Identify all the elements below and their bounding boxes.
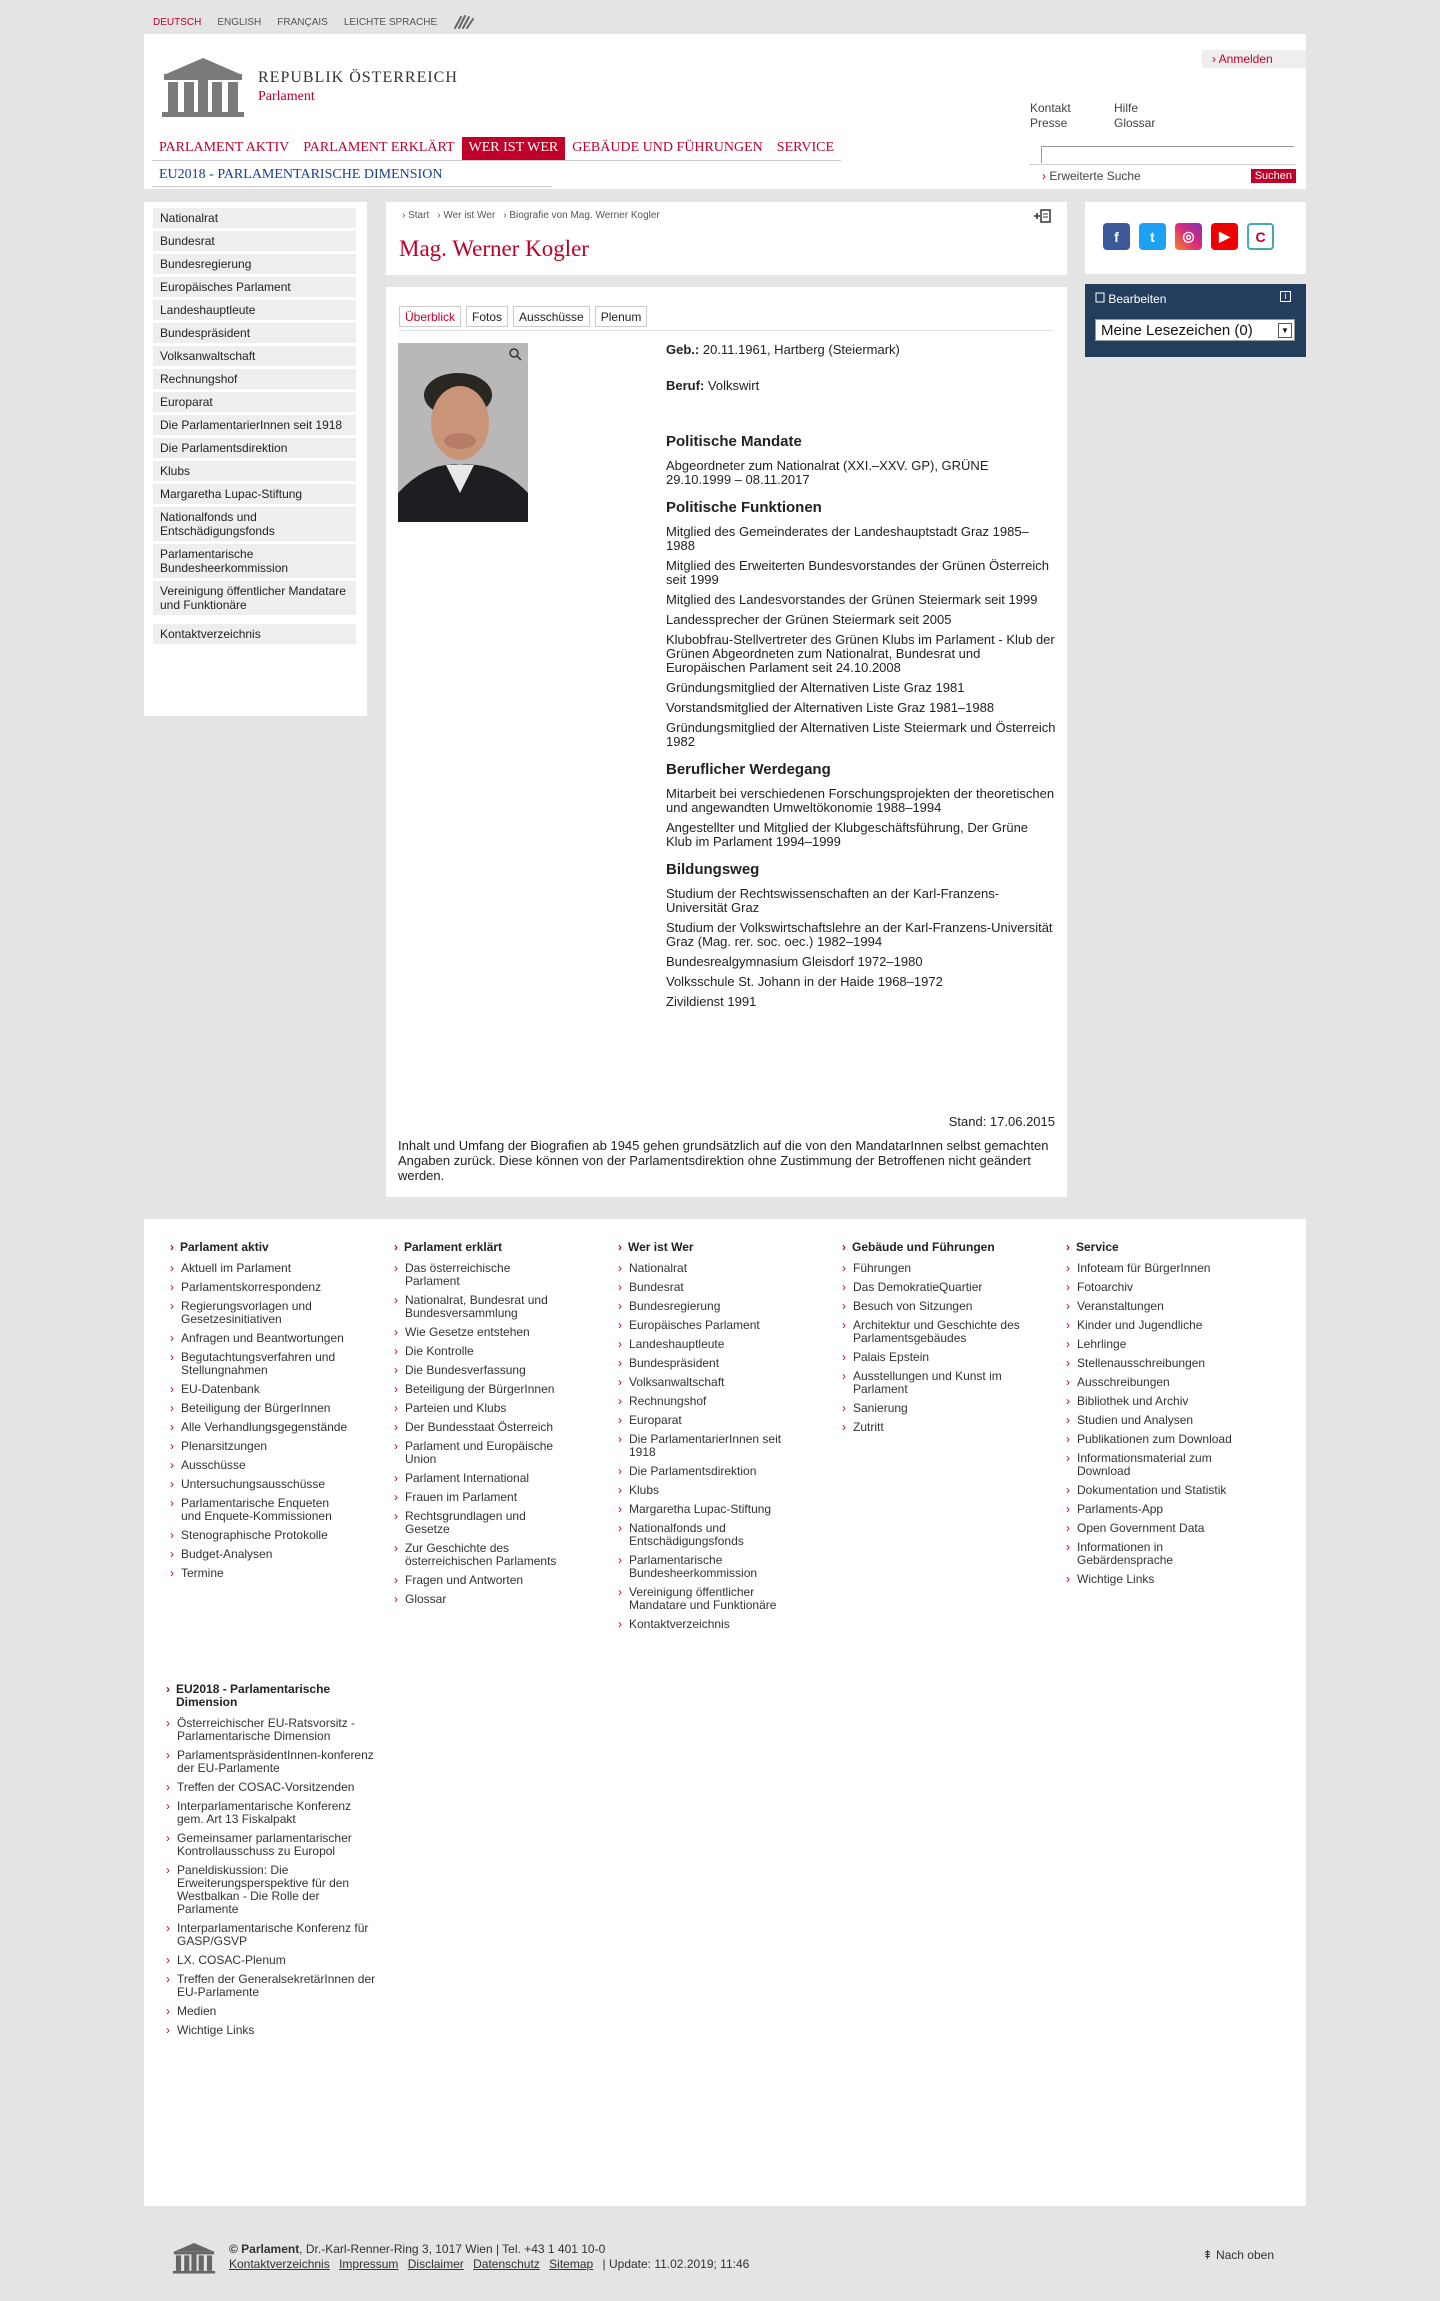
footer-link[interactable]: › Ausschüsse: [170, 1459, 350, 1472]
link-glossar[interactable]: Glossar: [1114, 116, 1156, 130]
footer-link[interactable]: › Der Bundesstaat Österreich: [394, 1421, 564, 1434]
footer-heading[interactable]: › EU2018 - Parlamentarische Dimension: [166, 1683, 376, 1709]
sidebar-item[interactable]: Die ParlamentarierInnen seit 1918: [153, 415, 356, 435]
footer-link-datenschutz[interactable]: Datenschutz: [473, 2257, 540, 2271]
disclaimer-text: Inhalt und Umfang der Biografien ab 1945 gehen grundsätzlich auf die von den MandatarInnen selbst gemachten Angaben zurück. Diese können von der Parlamentsdirektion ohne Zustimmung der Betroffenen nicht geändert werden.: [398, 1138, 1049, 1183]
footer-column: [1066, 1241, 1256, 1592]
tab-bar: [399, 297, 1053, 331]
footer-link[interactable]: › Architektur und Geschichte des Parlamentsgebäudes: [842, 1319, 1022, 1345]
footer-link[interactable]: › Studien und Analysen: [1066, 1414, 1256, 1427]
tab-ausschuesse[interactable]: Ausschüsse: [513, 306, 590, 327]
login-button[interactable]: › Anmelden: [1202, 50, 1306, 68]
footer-link[interactable]: › Publikationen zum Download: [1066, 1433, 1256, 1446]
footer-link[interactable]: › Zutritt: [842, 1421, 1022, 1434]
nav-gebaeude[interactable]: GEBÄUDE UND FÜHRUNGEN: [572, 140, 763, 155]
footer-link[interactable]: › Open Government Data: [1066, 1522, 1256, 1535]
footer-link[interactable]: › Wichtige Links: [166, 2024, 376, 2037]
sidebar-item[interactable]: Klubs: [153, 461, 356, 481]
footer-link[interactable]: › Anfragen und Beantwortungen: [170, 1332, 350, 1345]
sidebar-item[interactable]: Kontaktverzeichnis: [153, 624, 356, 644]
footer-link[interactable]: › Paneldiskussion: Die Erweiterungsperspektive für den Westbalkan - Die Rolle der Parlamente: [166, 1864, 376, 1916]
footer-link[interactable]: › Bibliothek und Archiv: [1066, 1395, 1256, 1408]
footer-link[interactable]: › Ausschreibungen: [1066, 1376, 1256, 1389]
footer-link[interactable]: › Vereinigung öffentlicher Mandatare und Funktionäre: [618, 1586, 798, 1612]
footer-link[interactable]: › Treffen der COSAC-Vorsitzenden: [166, 1781, 376, 1794]
site-footer: [144, 2228, 1306, 2288]
tab-ueberblick[interactable]: Überblick: [399, 306, 461, 327]
bookmarks-select[interactable]: Meine Lesezeichen (0) ▼: [1095, 319, 1295, 341]
footer-link[interactable]: › Die Parlamentsdirektion: [618, 1465, 798, 1478]
footer-link[interactable]: › Infoteam für BürgerInnen: [1066, 1262, 1256, 1275]
footer-link-impressum[interactable]: Impressum: [339, 2257, 399, 2271]
address: , Dr.-Karl-Renner-Ring 3, 1017 Wien | Tel. +43 1 401 10-0: [299, 2242, 606, 2256]
nav-parlament-erklaert[interactable]: PARLAMENT ERKLÄRT: [303, 140, 455, 155]
section-heading: Beruflicher Werdegang: [666, 761, 831, 778]
breadcrumb-item: › Biografie von Mag. Werner Kogler: [503, 210, 660, 221]
footer-column: [170, 1241, 350, 1586]
section-entry: Studium der Rechtswissenschaften an der Karl-Franzens-Universität Graz: [666, 886, 1000, 915]
footer-link[interactable]: › Informationsmaterial zum Download: [1066, 1452, 1256, 1478]
section-entry: Gründungsmitglied der Alternativen Liste Steiermark und Österreich 1982: [666, 720, 1056, 749]
bookmark-header: [1085, 284, 1306, 306]
footer-link[interactable]: › Glossar: [394, 1593, 564, 1606]
biography-content: [386, 287, 1067, 1197]
footer-link-kontaktverzeichnis[interactable]: Kontaktverzeichnis: [229, 2257, 330, 2271]
section-entry: Klubobfrau-Stellvertreter des Grünen Klubs im Parlament - Klub der Grünen Abgeordneten zum Nationalrat, Bundesrat und Europäischen Parlament seit 24.10.2008: [666, 632, 1055, 675]
footer-link[interactable]: › Europarat: [618, 1414, 798, 1427]
footer-link[interactable]: › Beteiligung der BürgerInnen: [170, 1402, 350, 1415]
footer-column: [394, 1241, 564, 1612]
sidebar-item[interactable]: Rechnungshof: [153, 369, 356, 389]
breadcrumb-item[interactable]: › Wer ist Wer: [437, 210, 495, 221]
footer-link[interactable]: › Zur Geschichte des österreichischen Parlaments: [394, 1542, 564, 1568]
nav-eu2018[interactable]: EU2018 - PARLAMENTARISCHE DIMENSION: [152, 167, 552, 187]
footer-link[interactable]: › Begutachtungsverfahren und Stellungnahmen: [170, 1351, 350, 1377]
footer-link[interactable]: › Klubs: [618, 1484, 798, 1497]
parlament-logo[interactable]: [160, 56, 458, 118]
bookmark-box: [1085, 284, 1306, 357]
info-icon[interactable]: i: [1280, 291, 1291, 302]
nav-wer-ist-wer[interactable]: WER IST WER: [462, 137, 566, 160]
biography-text: [666, 343, 1056, 1015]
main-navigation: [152, 137, 841, 161]
nav-parlament-aktiv[interactable]: PARLAMENT AKTIV: [159, 140, 290, 155]
social-media-box: [1085, 202, 1306, 274]
footer-sitemap: [144, 1219, 1306, 2206]
footer-link[interactable]: › Nationalrat, Bundesrat und Bundesversammlung: [394, 1294, 564, 1320]
tab-plenum[interactable]: Plenum: [595, 306, 648, 327]
arrow-up-icon: ⇞: [1202, 2248, 1213, 2262]
footer-link[interactable]: › Parlamentskorrespondenz: [170, 1281, 350, 1294]
title-box: [386, 202, 1067, 275]
link-kontakt[interactable]: Kontakt: [1030, 101, 1071, 115]
tab-fotos[interactable]: Fotos: [466, 306, 508, 327]
lang-de[interactable]: DEUTSCH: [153, 16, 202, 28]
footer-link[interactable]: › Europäisches Parlament: [618, 1319, 798, 1332]
section-entry: Mitglied des Landesvorstandes der Grünen Steiermark seit 1999: [666, 592, 1038, 607]
footer-link[interactable]: › Medien: [166, 2005, 376, 2018]
footer-link[interactable]: › Informationen in Gebärdensprache: [1066, 1541, 1256, 1567]
search-box: [1041, 146, 1294, 163]
header-links: [1030, 101, 1194, 130]
footer-link[interactable]: › Beteiligung der BürgerInnen: [394, 1383, 564, 1396]
footer-link[interactable]: › Interparlamentarische Konferenz für GASP/GSVP: [166, 1922, 376, 1948]
footer-link[interactable]: › Besuch von Sitzungen: [842, 1300, 1022, 1313]
footer-link[interactable]: › Rechtsgrundlagen und Gesetze: [394, 1510, 564, 1536]
lang-fr[interactable]: FRANÇAIS: [277, 16, 328, 28]
zoom-icon[interactable]: [508, 347, 522, 361]
back-to-top-link[interactable]: ⇞ Nach oben: [1202, 2248, 1274, 2262]
footer-link[interactable]: › Palais Epstein: [842, 1351, 1022, 1364]
sidebar-item[interactable]: Margaretha Lupac-Stiftung: [153, 484, 356, 504]
section-entry: Mitglied des Erweiterten Bundesvorstandes der Grünen Österreich seit 1999: [666, 558, 1049, 587]
search-row: [1030, 164, 1296, 186]
footer-link[interactable]: › Führungen: [842, 1262, 1022, 1275]
page-title: Mag. Werner Kogler: [399, 236, 589, 261]
footer-link[interactable]: › Sanierung: [842, 1402, 1022, 1415]
footer-link[interactable]: › Ausstellungen und Kunst im Parlament: [842, 1370, 1022, 1396]
parlament-building-icon: [160, 56, 246, 118]
advanced-search-link[interactable]: › Erweiterte Suche: [1042, 168, 1141, 183]
footer-link[interactable]: › Stellenausschreibungen: [1066, 1357, 1256, 1370]
born-value: 20.11.1961, Hartberg (Steiermark): [702, 342, 900, 357]
parlament-building-icon: [171, 2242, 217, 2274]
footer-link[interactable]: › Die ParlamentarierInnen seit 1918: [618, 1433, 798, 1459]
footer-link[interactable]: › Volksanwaltschaft: [618, 1376, 798, 1389]
footer-heading[interactable]: › Service: [1066, 1241, 1256, 1254]
section-entry: Angestellter und Mitglied der Klubgeschäftsführung, Der Grüne Klub im Parlament 1994–1999: [666, 820, 1029, 849]
section-entry: Landessprecher der Grünen Steiermark seit 2005: [666, 612, 952, 627]
footer-link[interactable]: › Das österreichische Parlament: [394, 1262, 564, 1288]
logo-title: REPUBLIK ÖSTERREICH: [258, 69, 458, 86]
footer-link[interactable]: › Veranstaltungen: [1066, 1300, 1256, 1313]
share-icon[interactable]: [1033, 208, 1051, 227]
section-entry: Studium der Volkswirtschaftslehre an der Karl-Franzens-Universität Graz (Mag. rer. soc. oec.) 1982–1994: [666, 920, 1053, 949]
section-entry: Zivildienst 1991: [666, 994, 757, 1009]
site-header: [144, 34, 1306, 189]
footer-link[interactable]: › LX. COSAC-Plenum: [166, 1954, 376, 1967]
link-presse[interactable]: Presse: [1030, 116, 1068, 130]
sidebar-item[interactable]: Bundesrat: [153, 231, 356, 251]
footer-link[interactable]: › Die Bundesverfassung: [394, 1364, 564, 1377]
youtube-icon[interactable]: ▶: [1211, 223, 1238, 250]
job-label: Beruf:: [666, 378, 705, 393]
footer-link[interactable]: › Parlamentarische Bundesheerkommission: [618, 1554, 798, 1580]
chevron-down-icon: ▼: [1278, 323, 1292, 338]
footer-link[interactable]: › Frauen im Parlament: [394, 1491, 564, 1504]
footer-link[interactable]: › Margaretha Lupac-Stiftung: [618, 1503, 798, 1516]
section-entry: Gründungsmitglied der Alternativen Liste Graz 1981: [666, 680, 965, 695]
footer-link[interactable]: › Interparlamentarische Konferenz gem. Art 13 Fiskalpakt: [166, 1800, 376, 1826]
footer-link[interactable]: › Untersuchungsausschüsse: [170, 1478, 350, 1491]
footer-link[interactable]: › Termine: [170, 1567, 350, 1580]
parlament-app-icon[interactable]: C: [1247, 223, 1274, 250]
footer-link[interactable]: › Nationalfonds und Entschädigungsfonds: [618, 1522, 798, 1548]
breadcrumb-item[interactable]: › Start: [402, 210, 429, 221]
footer-link[interactable]: › Budget-Analysen: [170, 1548, 350, 1561]
section-heading: Bildungsweg: [666, 861, 760, 878]
footer-heading[interactable]: › Parlament erklärt: [394, 1241, 564, 1254]
section-entry: Mitarbeit bei verschiedenen Forschungsprojekten der theoretischen und angewandten Umweltökonomie 1988–1994: [666, 786, 1055, 815]
search-input[interactable]: [1042, 148, 1294, 164]
footer-link[interactable]: › Alle Verhandlungsgegenstände: [170, 1421, 350, 1434]
section-entry: Abgeordneter zum Nationalrat (XXI.–XXV. GP), GRÜNE 29.10.1999 – 08.11.2017: [666, 458, 989, 487]
born-label: Geb.:: [666, 342, 700, 357]
copyright: © Parlament: [229, 2242, 300, 2256]
update-date: | Update: 11.02.2019; 11:46: [602, 2257, 750, 2271]
footer-link[interactable]: › Parlament International: [394, 1472, 564, 1485]
sidebar-item[interactable]: Nationalfonds und Entschädigungsfonds: [153, 507, 356, 541]
footer-link[interactable]: › Fotoarchiv: [1066, 1281, 1256, 1294]
portrait-photo[interactable]: [398, 343, 528, 522]
footer-link[interactable]: › Wichtige Links: [1066, 1573, 1256, 1586]
footer-heading[interactable]: › Parlament aktiv: [170, 1241, 350, 1254]
footer-link[interactable]: › Bundespräsident: [618, 1357, 798, 1370]
bookmark-icon: [1095, 292, 1105, 303]
sidebar-item[interactable]: Vereinigung öffentlicher Mandatare und Funktionäre: [153, 581, 356, 615]
bookmark-title: Bearbeiten: [1108, 292, 1167, 306]
sidebar: [144, 202, 367, 716]
sidebar-item[interactable]: Europäisches Parlament: [153, 277, 356, 297]
breadcrumb: [402, 210, 660, 221]
footer-link[interactable]: › Regierungsvorlagen und Gesetzesinitiativen: [170, 1300, 350, 1326]
language-bar: [153, 14, 475, 30]
footer-column: [618, 1241, 798, 1637]
footer-link[interactable]: › Wie Gesetze entstehen: [394, 1326, 564, 1339]
stand-date: Stand: 17.06.2015: [948, 1114, 1055, 1129]
footer-link[interactable]: › Parteien und Klubs: [394, 1402, 564, 1415]
sidebar-item[interactable]: Landeshauptleute: [153, 300, 356, 320]
footer-link[interactable]: › Fragen und Antworten: [394, 1574, 564, 1587]
footer-link[interactable]: › ParlamentspräsidentInnen-konferenz der EU-Parlamente: [166, 1749, 376, 1775]
footer-link[interactable]: › Die Kontrolle: [394, 1345, 564, 1358]
footer-link[interactable]: › Stenographische Protokolle: [170, 1529, 350, 1542]
footer-link[interactable]: › Lehrlinge: [1066, 1338, 1256, 1351]
sidebar-item[interactable]: Volksanwaltschaft: [153, 346, 356, 366]
facebook-icon[interactable]: f: [1103, 223, 1130, 250]
footer-heading[interactable]: › Wer ist Wer: [618, 1241, 798, 1254]
footer-column: [842, 1241, 1022, 1440]
sign-language-icon[interactable]: [453, 14, 475, 30]
nav-service[interactable]: SERVICE: [776, 140, 835, 155]
footer-heading[interactable]: › Gebäude und Führungen: [842, 1241, 1022, 1254]
sidebar-item[interactable]: Parlamentarische Bundesheerkommission: [153, 544, 356, 578]
footer-column: [166, 1683, 376, 2043]
sidebar-item[interactable]: Nationalrat: [153, 208, 356, 228]
sidebar-item[interactable]: Die Parlamentsdirektion: [153, 438, 356, 458]
footer-link[interactable]: › Bundesregierung: [618, 1300, 798, 1313]
footer-link[interactable]: › Parlament und Europäische Union: [394, 1440, 564, 1466]
footer-link[interactable]: › Kinder und Jugendliche: [1066, 1319, 1256, 1332]
bio-sections: [666, 435, 1056, 1009]
section-entry: Mitglied des Gemeinderates der Landeshauptstadt Graz 1985–1988: [666, 524, 1029, 553]
section-entry: Vorstandsmitglied der Alternativen Liste Graz 1981–1988: [666, 700, 995, 715]
footer-link[interactable]: › Dokumentation und Statistik: [1066, 1484, 1256, 1497]
sidebar-item[interactable]: Bundesregierung: [153, 254, 356, 274]
link-hilfe[interactable]: Hilfe: [1114, 101, 1139, 115]
section-heading: Politische Mandate: [666, 433, 802, 450]
job-value: Volkswirt: [707, 378, 760, 393]
section-entry: Bundesrealgymnasium Gleisdorf 1972–1980: [666, 954, 923, 969]
lang-easy[interactable]: LEICHTE SPRACHE: [343, 16, 438, 28]
footer-link[interactable]: › Treffen der GeneralsekretärInnen der EU-Parlamente: [166, 1973, 376, 1999]
footer-link-disclaimer[interactable]: Disclaimer: [407, 2257, 464, 2271]
footer-link[interactable]: › Plenarsitzungen: [170, 1440, 350, 1453]
footer-link[interactable]: › Österreichischer EU-Ratsvorsitz - Parlamentarische Dimension: [166, 1717, 376, 1743]
footer-link[interactable]: › Aktuell im Parlament: [170, 1262, 350, 1275]
footer-link[interactable]: › Rechnungshof: [618, 1395, 798, 1408]
instagram-icon[interactable]: ◎: [1175, 223, 1202, 250]
footer-link[interactable]: › Parlamentarische Enqueten und Enquete-Kommissionen: [170, 1497, 350, 1523]
logo-subtitle: Parlament: [258, 89, 315, 104]
sidebar-item[interactable]: Bundespräsident: [153, 323, 356, 343]
twitter-icon[interactable]: t: [1139, 223, 1166, 250]
footer-link-sitemap[interactable]: Sitemap: [549, 2257, 594, 2271]
lang-en[interactable]: ENGLISH: [217, 16, 262, 28]
footer-link[interactable]: › Landeshauptleute: [618, 1338, 798, 1351]
footer-link[interactable]: › Parlaments-App: [1066, 1503, 1256, 1516]
footer-link[interactable]: › Das DemokratieQuartier: [842, 1281, 1022, 1294]
section-heading: Politische Funktionen: [666, 499, 822, 516]
sidebar-item[interactable]: Europarat: [153, 392, 356, 412]
search-button[interactable]: Suchen: [1251, 169, 1296, 183]
footer-link[interactable]: › Gemeinsamer parlamentarischer Kontrollausschuss zu Europol: [166, 1832, 376, 1858]
footer-link[interactable]: › Nationalrat: [618, 1262, 798, 1275]
footer-link[interactable]: › Kontaktverzeichnis: [618, 1618, 798, 1631]
footer-link[interactable]: › Bundesrat: [618, 1281, 798, 1294]
section-entry: Volksschule St. Johann in der Haide 1968–1972: [666, 974, 943, 989]
footer-link[interactable]: › EU-Datenbank: [170, 1383, 350, 1396]
